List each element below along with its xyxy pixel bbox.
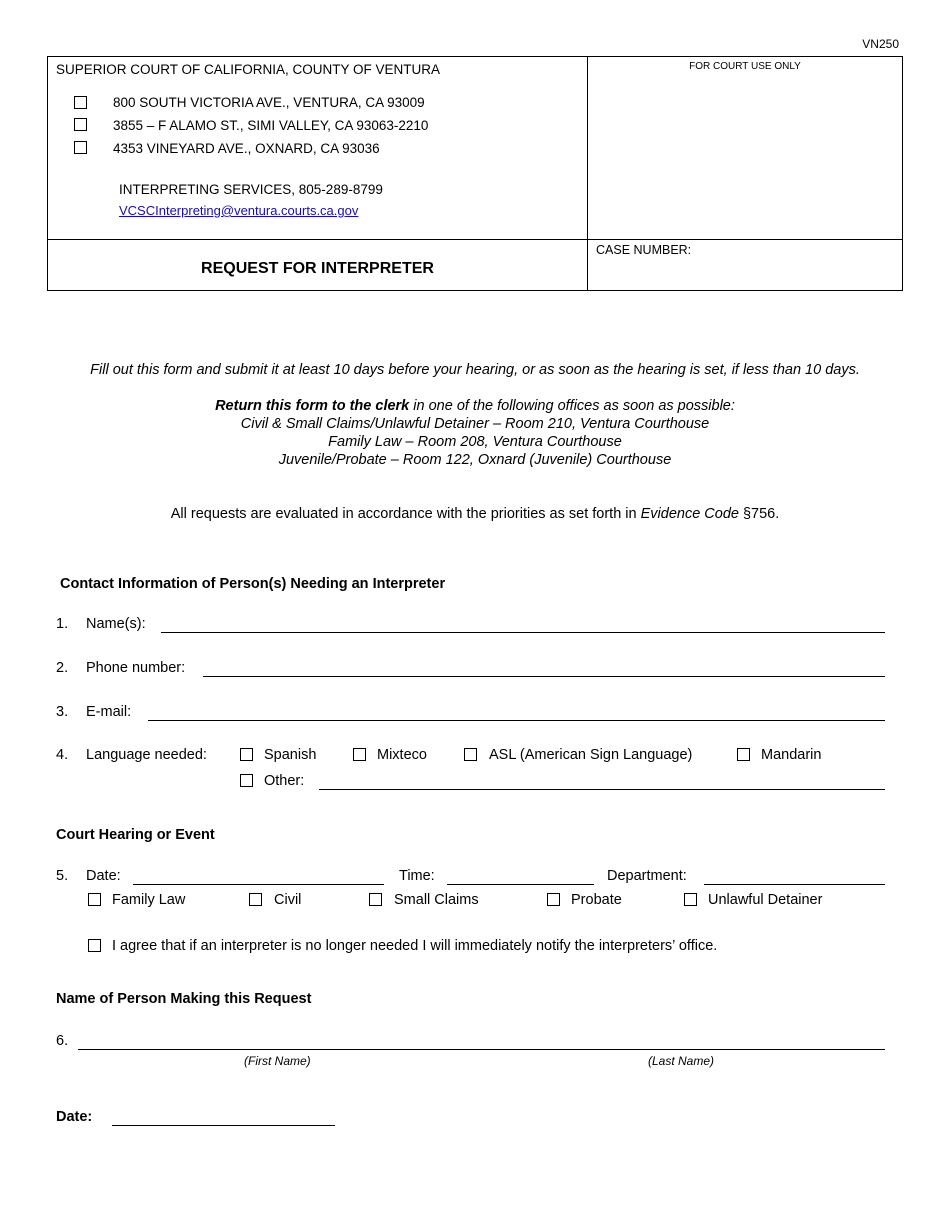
unlawful-detainer-checkbox[interactable] [684, 893, 697, 906]
address-ventura: 800 SOUTH VICTORIA AVE., VENTURA, CA 93009 [113, 95, 425, 110]
spanish-checkbox[interactable] [240, 748, 253, 761]
court-name: SUPERIOR COURT OF CALIFORNIA, COUNTY OF VENTURA [56, 62, 441, 77]
q2-number: 2. [56, 660, 69, 676]
contact-heading: Contact Information of Person(s) Needing an Interpreter [60, 576, 446, 592]
email-field[interactable] [148, 720, 885, 721]
small-claims-checkbox[interactable] [369, 893, 382, 906]
form-id: VN250 [862, 37, 899, 51]
small-claims-label: Small Claims [394, 892, 479, 908]
civil-checkbox[interactable] [249, 893, 262, 906]
probate-checkbox[interactable] [547, 893, 560, 906]
row-divider [48, 239, 902, 240]
department-label: Department: [607, 868, 687, 884]
office-family: Family Law – Room 208, Ventura Courthouse [328, 434, 622, 450]
other-language-field[interactable] [319, 789, 885, 790]
case-number-label: CASE NUMBER: [596, 243, 692, 257]
address-checkbox-oxnard[interactable] [74, 141, 87, 154]
asl-checkbox[interactable] [464, 748, 477, 761]
unlawful-detainer-label: Unlawful Detainer [708, 892, 823, 908]
mandarin-checkbox[interactable] [737, 748, 750, 761]
mandarin-label: Mandarin [761, 747, 822, 763]
language-label: Language needed: [86, 747, 207, 763]
hearing-time-field[interactable] [447, 884, 594, 885]
hearing-heading: Court Hearing or Event [56, 827, 215, 843]
office-civil: Civil & Small Claims/Unlawful Detainer – Room 210, Ventura Courthouse [240, 416, 710, 432]
other-language-checkbox[interactable] [240, 774, 253, 787]
interpreting-services: INTERPRETING SERVICES, 805-289-8799 [119, 182, 383, 197]
probate-label: Probate [571, 892, 622, 908]
requester-name-field[interactable] [78, 1049, 885, 1050]
names-label: Name(s): [86, 616, 146, 632]
other-language-label: Other: [264, 773, 305, 789]
hearing-date-label: Date: [86, 868, 121, 884]
agreement-text: I agree that if an interpreter is no longer needed I will immediately notify the interpreters’ office. [112, 938, 718, 954]
asl-label: ASL (American Sign Language) [489, 747, 693, 763]
return-bold: Return this form to the clerk [215, 398, 410, 414]
names-field[interactable] [161, 632, 885, 633]
q5-number: 5. [56, 868, 69, 884]
office-juvenile: Juvenile/Probate – Room 122, Oxnard (Juvenile) Courthouse [278, 452, 672, 468]
agreement-checkbox[interactable] [88, 939, 101, 952]
mixteco-checkbox[interactable] [353, 748, 366, 761]
q1-number: 1. [56, 616, 69, 632]
q6-number: 6. [56, 1033, 69, 1049]
instructions-deadline: Fill out this form and submit it at least 10 days before your hearing, or as soon as the hearing is set, if less than 10 days. [90, 362, 860, 378]
form-title: REQUEST FOR INTERPRETER [201, 260, 434, 277]
instructions-return [0, 398, 950, 414]
court-use-only: FOR COURT USE ONLY [689, 61, 801, 72]
request-date-field[interactable] [112, 1125, 335, 1126]
spanish-label: Spanish [264, 747, 317, 763]
phone-field[interactable] [203, 676, 885, 677]
address-checkbox-ventura[interactable] [74, 96, 87, 109]
address-simi-valley: 3855 – F ALAMO ST., SIMI VALLEY, CA 93063-2210 [113, 118, 429, 133]
priority-pre: All requests are evaluated in accordance with the priorities as set forth in [170, 506, 641, 522]
priority-code: Evidence Code [640, 506, 739, 522]
phone-label: Phone number: [86, 660, 186, 676]
mixteco-label: Mixteco [377, 747, 427, 763]
last-name-caption: (Last Name) [648, 1054, 715, 1068]
email-label: E-mail: [86, 704, 132, 720]
requester-heading: Name of Person Making this Request [56, 991, 312, 1007]
family-law-checkbox[interactable] [88, 893, 101, 906]
priority-post: §756. [738, 506, 780, 522]
q4-number: 4. [56, 747, 69, 763]
address-checkbox-simi-valley[interactable] [74, 118, 87, 131]
family-law-label: Family Law [112, 892, 186, 908]
column-divider [587, 57, 588, 290]
q3-number: 3. [56, 704, 69, 720]
return-rest: in one of the following offices as soon as possible: [409, 398, 735, 414]
first-name-caption: (First Name) [244, 1054, 311, 1068]
header-box [47, 56, 903, 291]
address-oxnard: 4353 VINEYARD AVE., OXNARD, CA 93036 [113, 141, 380, 156]
request-date-label: Date: [56, 1109, 93, 1125]
priority-statement [0, 506, 950, 522]
hearing-date-field[interactable] [133, 884, 384, 885]
hearing-time-label: Time: [399, 868, 435, 884]
civil-label: Civil [274, 892, 302, 908]
interpreting-email-link[interactable]: VCSCInterpreting@ventura.courts.ca.gov [119, 203, 359, 218]
department-field[interactable] [704, 884, 885, 885]
